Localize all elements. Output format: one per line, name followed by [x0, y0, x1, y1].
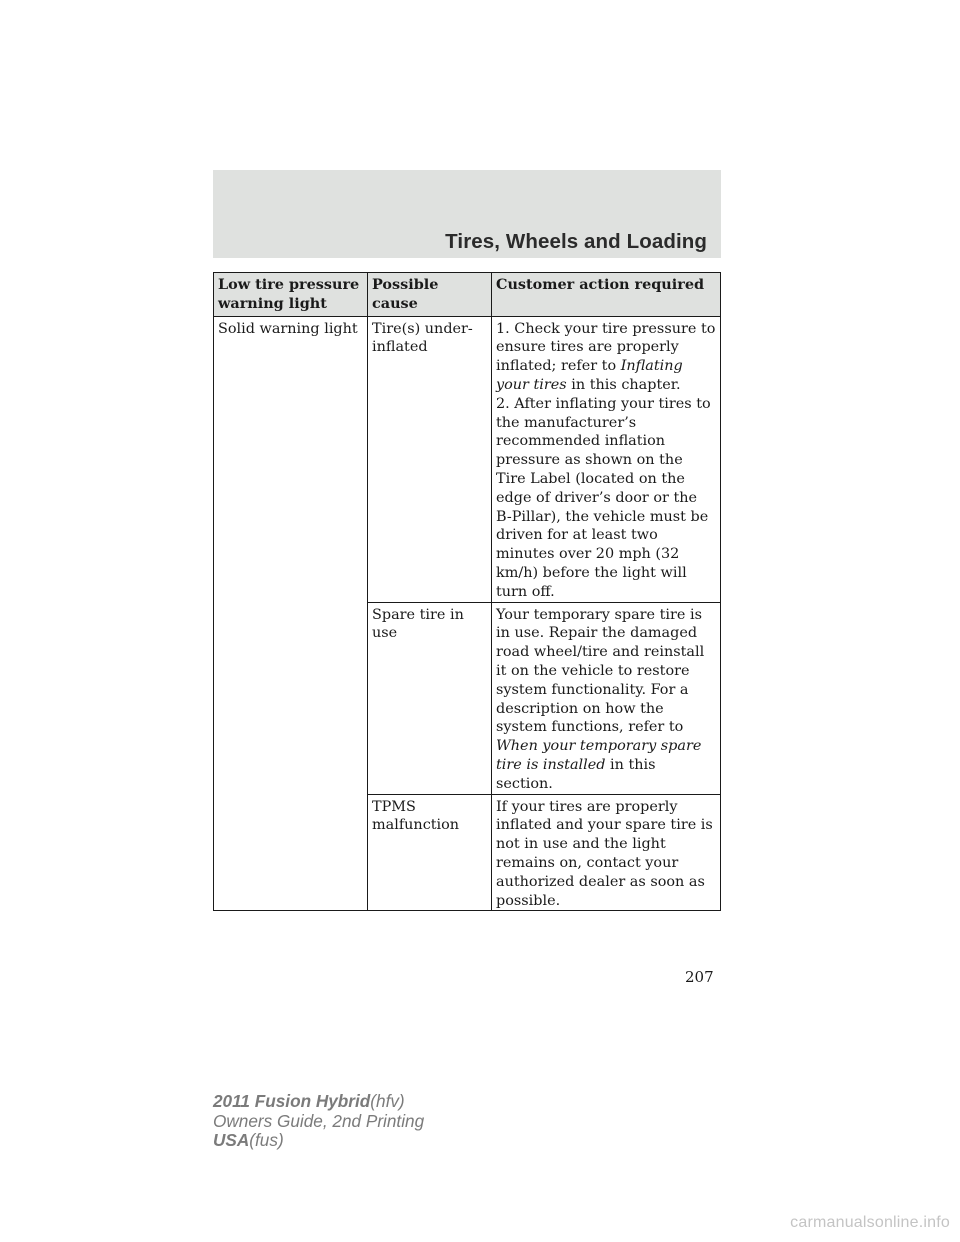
cause-cell: Tire(s) under-inflated — [368, 316, 492, 602]
action-cell: If your tires are properly inflated and your spare tire is not in use and the light remains on, contact your authorized dealer as soon as possible. — [492, 794, 721, 911]
footer-line: Owners Guide, 2nd Printing — [213, 1110, 425, 1131]
footer-region: USA — [213, 1130, 250, 1150]
header-warning-light: Low tire pressure warning light — [214, 273, 368, 317]
footer-code: (fus) — [249, 1130, 284, 1150]
action-cell — [492, 316, 721, 602]
section-title: Tires, Wheels and Loading — [445, 230, 707, 253]
footer-line — [213, 1092, 424, 1112]
header-customer-action: Customer action required — [492, 273, 721, 317]
cross-reference: Inflating your tires — [496, 358, 683, 393]
action-text: in this chapter. — [571, 376, 681, 393]
table-row — [214, 316, 721, 602]
cross-reference: When your temporary spare tire is installed — [496, 738, 702, 773]
action-text: 2. After inflating your tires to the manufacturer’s recommended inflation pressure as shown on the Tire Label (located on the edge of driver’s door or the B-Pillar), the vehicle must be driven for at least two minutes over 20 mph (32 km/h) before the light will turn off. — [496, 395, 711, 600]
action-text: in this section. — [496, 756, 656, 792]
header-possible-cause: Possible cause — [368, 273, 492, 317]
table-header-row — [214, 273, 721, 317]
tpms-warning-table — [213, 272, 721, 911]
action-cell — [492, 602, 721, 794]
condition-cell: Solid warning light — [214, 316, 368, 911]
footer-code: (hfv) — [370, 1091, 405, 1111]
cause-cell: Spare tire in use — [368, 602, 492, 794]
action-text: 1. Check your tire pressure to ensure tires are properly inflated; refer to — [496, 320, 716, 375]
footer-model: 2011 Fusion Hybrid — [213, 1091, 371, 1111]
cause-cell: TPMS malfunction — [368, 794, 492, 911]
action-text: Your temporary spare tire is in use. Repair the damaged road wheel/tire and reinstall it on the vehicle to restore system functionality. For a description on how the system functions, refer to — [496, 606, 705, 736]
document-footer — [213, 1092, 424, 1151]
section-header-band — [213, 170, 721, 258]
watermark: carmanualsonline.info — [790, 1214, 950, 1231]
footer-line — [213, 1131, 424, 1151]
page-number: 207 — [685, 968, 714, 986]
